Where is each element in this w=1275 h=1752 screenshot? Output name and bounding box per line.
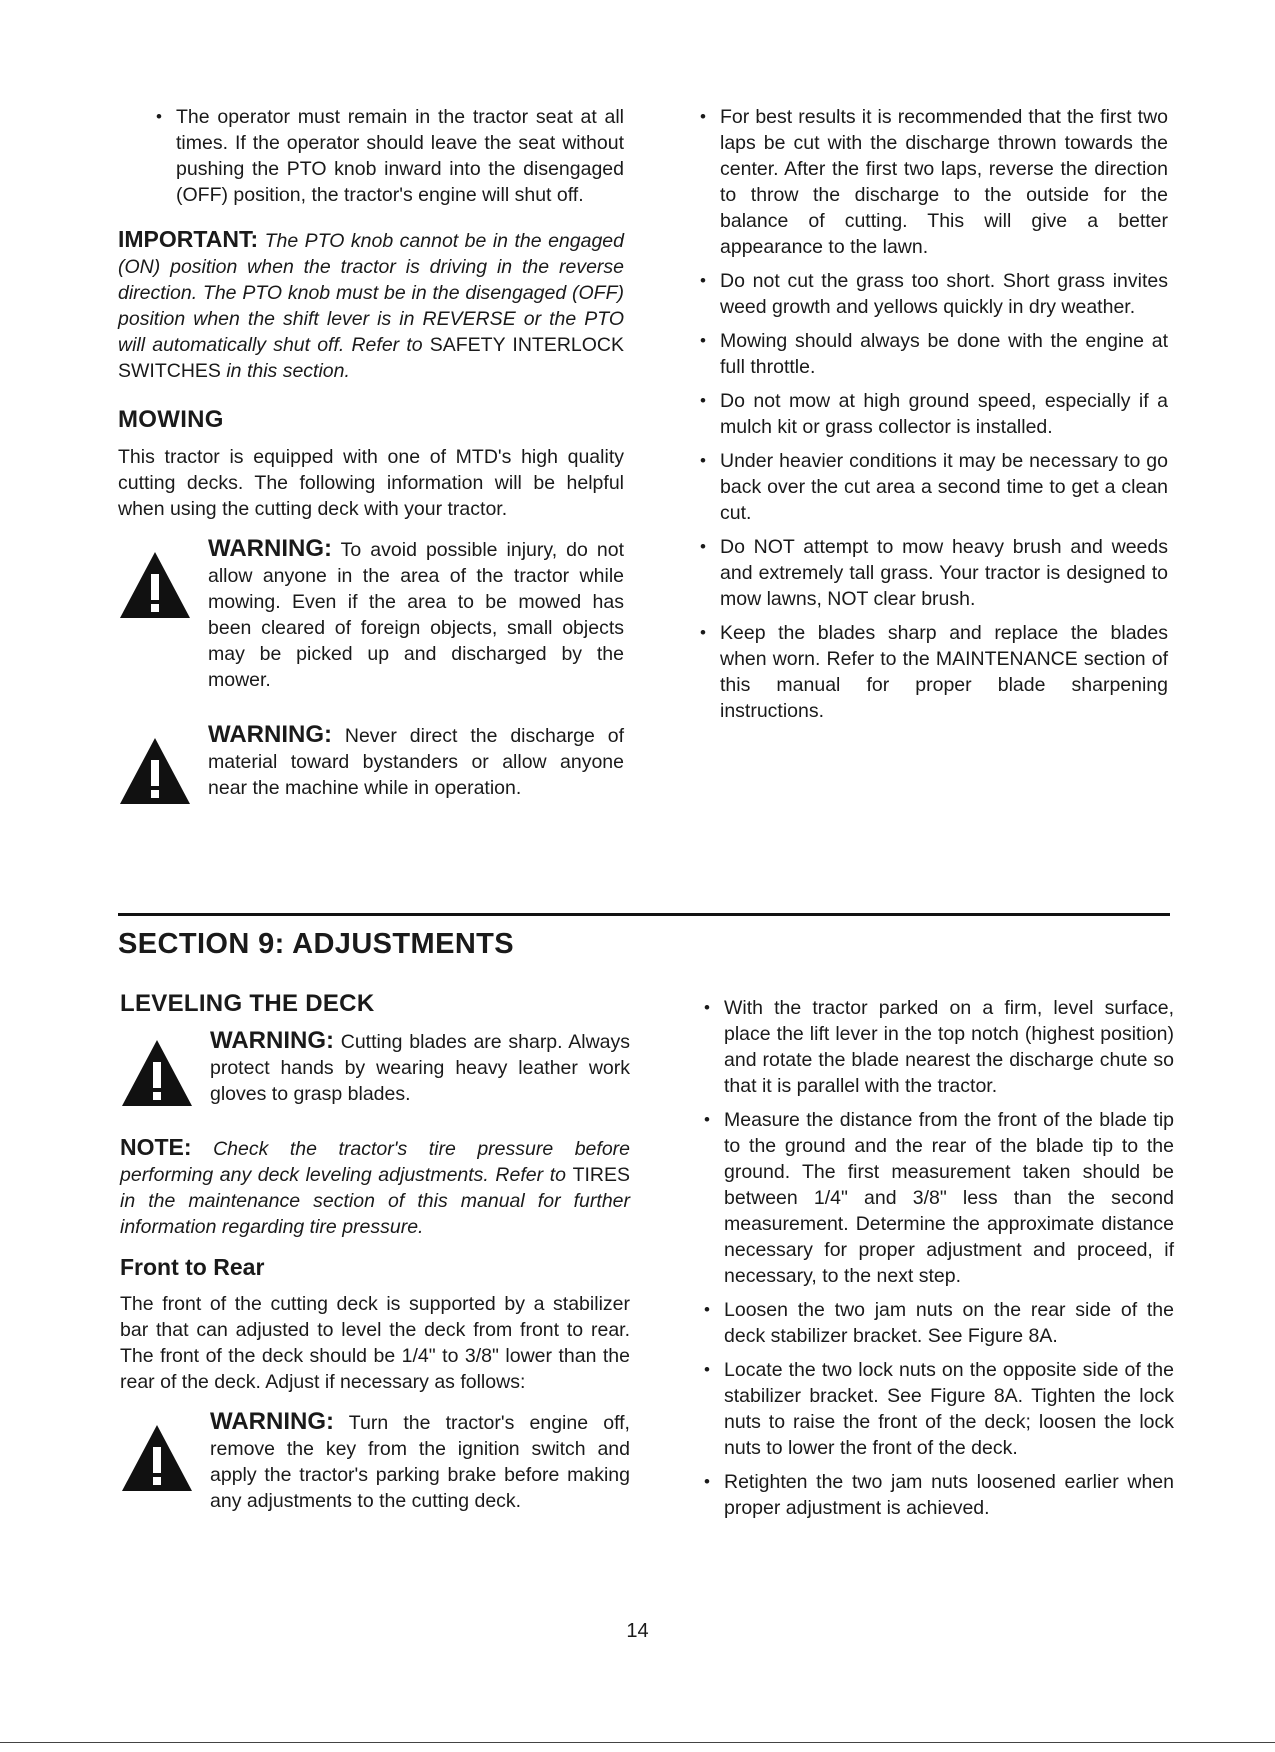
warning-label: WARNING: (210, 1408, 334, 1435)
leveling-heading: LEVELING THE DECK (120, 990, 375, 1017)
list-item: • Loosen the two jam nuts on the rear side of the deck stabilizer bracket. See Figure 8A. (704, 1299, 1174, 1347)
list-item: • With the tractor parked on a firm, level surface, place the lift lever in the top notch (highest position) and rotate the blade nearest the discharge chute so that it is parallel with the tractor. (704, 997, 1174, 1097)
warning-text: Cutting blades are sharp. Always protect hands by wearing heavy leather work gloves to grasp blades. (210, 1031, 630, 1105)
list-item: • Under heavier conditions it may be necessary to go back over the cut area a second time to get a clean cut. (700, 450, 1168, 524)
section-title: SECTION 9: ADJUSTMENTS (118, 928, 515, 960)
front-to-rear-text: The front of the cutting deck is supported by a stabilizer bar that can adjusted to level the deck from front to rear. The front of the deck should be 1/4" to 3/8" lower than the rear of the deck. Adjust if necessary as follows: (120, 1293, 630, 1393)
note-text: Check the tractor's tire pressure before performing any deck leveling adjustments. Refer to (120, 1138, 630, 1186)
important-label: IMPORTANT: (118, 226, 259, 252)
list-item-text: The operator must remain in the tractor seat at all times. If the operator should leave the seat without pushing the PTO knob inward into the disengaged (OFF) position, the tractor's engine will shut off. (176, 106, 624, 206)
important-paragraph (118, 226, 624, 384)
warning-label: WARNING: (208, 721, 332, 748)
warning-text: Never direct the discharge of material toward bystanders or allow anyone near the machine while in operation. (208, 725, 625, 799)
mowing-tips-list (696, 104, 1168, 724)
section-divider (118, 913, 1170, 916)
warning-triangle-icon (120, 1038, 194, 1108)
list-item: • Mowing should always be done with the engine at full throttle. (700, 330, 1168, 378)
warning-text: Turn the tractor's engine off, remove the key from the ignition switch and apply the tractor's parking brake before making any adjustments to the cutting deck. (210, 1412, 630, 1512)
warning-triangle-icon (118, 736, 192, 806)
list-item: • The operator must remain in the tractor seat at all times. If the operator should leave the seat without pushing the PTO knob inward into the disengaged (OFF) position, the tractor's engine will shut off. (156, 106, 624, 206)
warning-triangle-icon (120, 1423, 194, 1493)
warning-block-discharge (118, 722, 624, 832)
warning-text: To avoid possible injury, do not allow anyone in the area of the tractor while mowing. Even if the area to be mowed has been cleared of foreign objects, small objects may be picked up and discharged by the mower. (208, 539, 624, 691)
note-label: NOTE: (120, 1134, 192, 1160)
list-item-text: Measure the distance from the front of the blade tip to the ground and the rear of the blade tip to the ground. The first measurement taken should be between 1/4" and 3/8" less than the second measurement. Determine the approximate distance necessary for proper adjustment and proceed, if necessary, to the next step. (724, 1109, 1174, 1287)
warning-label: WARNING: (208, 535, 332, 562)
list-item-text: With the tractor parked on a firm, level surface, place the lift lever in the top notch (highest position) and rotate the blade nearest the discharge chute so that it is parallel with the tractor. (724, 997, 1174, 1097)
note-reference: TIRES (572, 1164, 630, 1186)
warning-triangle-icon (118, 550, 192, 620)
scan-edge-line (0, 1742, 1275, 1743)
list-item-text: Do not cut the grass too short. Short grass invites weed growth and yellows quickly in dry weather. (720, 270, 1168, 318)
list-item-text: Do not mow at high ground speed, especially if a mulch kit or grass collector is installed. (720, 390, 1168, 438)
warning-label: WARNING: (210, 1027, 334, 1054)
list-item: • Locate the two lock nuts on the opposite side of the stabilizer bracket. See Figure 8A. Tighten the lock nuts to raise the front of the deck; loosen the lock nuts to lower the front of the deck. (704, 1359, 1174, 1459)
list-item-text: Keep the blades sharp and replace the blades when worn. Refer to the MAINTENANCE section of this manual for proper blade sharpening instructions. (720, 622, 1168, 722)
bottom-right-column (700, 995, 1174, 1529)
bottom-left-column (120, 990, 630, 1559)
list-item-text: For best results it is recommended that the first two laps be cut with the discharge thrown towards the center. After the first two laps, reverse the direction to throw the discharge to the outside for the balance of cutting. This will give a better appearance to the lawn. (720, 106, 1168, 258)
list-item: • Do not cut the grass too short. Short grass invites weed growth and yellows quickly in dry weather. (700, 270, 1168, 318)
warning-block-engine (120, 1409, 630, 1559)
front-to-rear-heading: Front to Rear (120, 1254, 265, 1280)
leveling-steps-list (700, 995, 1174, 1521)
top-left-column (118, 104, 624, 832)
mowing-heading: MOWING (118, 406, 224, 433)
note-text-end: in the maintenance section of this manual for further information regarding tire pressure. (120, 1190, 630, 1238)
note-paragraph (120, 1134, 630, 1240)
list-item-text: Do NOT attempt to mow heavy brush and weeds and extremely tall grass. Your tractor is designed to mow lawns, NOT clear brush. (720, 536, 1168, 610)
list-item-text: Under heavier conditions it may be necessary to go back over the cut area a second time to get a clean cut. (720, 450, 1168, 524)
important-text-end: in this section. (226, 360, 350, 382)
important-text: The PTO knob cannot be in the engaged (ON) position when the tractor is driving in the reverse direction. The PTO knob must be in the disengaged (OFF) position when the shift lever is in REVERSE or the PTO will automatically shut off. Refer to (118, 230, 625, 356)
operator-bullet-list (152, 104, 624, 208)
warning-block-blades (120, 1028, 630, 1120)
list-item-text: Retighten the two jam nuts loosened earlier when proper adjustment is achieved. (724, 1471, 1174, 1519)
list-item: • Keep the blades sharp and replace the blades when worn. Refer to the MAINTENANCE section of this manual for proper blade sharpening instructions. (700, 622, 1168, 722)
list-item: • For best results it is recommended that the first two laps be cut with the discharge thrown towards the center. After the first two laps, reverse the direction to throw the discharge to the outside for the balance of cutting. This will give a better appearance to the lawn. (700, 106, 1168, 258)
mowing-intro: This tractor is equipped with one of MTD's high quality cutting decks. The following information will be helpful when using the cutting deck with your tractor. (118, 446, 624, 520)
list-item: • Do not mow at high ground speed, especially if a mulch kit or grass collector is installed. (700, 390, 1168, 438)
list-item-text: Mowing should always be done with the engine at full throttle. (720, 330, 1168, 378)
page-number: 14 (626, 1620, 649, 1642)
list-item: • Measure the distance from the front of the blade tip to the ground and the rear of the blade tip to the ground. The first measurement taken should be between 1/4" and 3/8" less than the second measurement. Determine the approximate distance necessary for proper adjustment and proceed, if necessary, to the next step. (704, 1109, 1174, 1287)
list-item-text: Loosen the two jam nuts on the rear side of the deck stabilizer bracket. See Figure 8A. (724, 1299, 1174, 1347)
warning-block-injury (118, 536, 624, 712)
list-item: • Do NOT attempt to mow heavy brush and weeds and extremely tall grass. Your tractor is designed to mow lawns, NOT clear brush. (700, 536, 1168, 610)
list-item-text: Locate the two lock nuts on the opposite side of the stabilizer bracket. See Figure 8A. Tighten the lock nuts to raise the front of the deck; loosen the lock nuts to lower the front of the deck. (724, 1359, 1174, 1459)
important-reference: SAFETY INTERLOCK SWITCHES (118, 334, 625, 382)
list-item: • Retighten the two jam nuts loosened earlier when proper adjustment is achieved. (704, 1471, 1174, 1519)
top-right-column (696, 104, 1168, 732)
